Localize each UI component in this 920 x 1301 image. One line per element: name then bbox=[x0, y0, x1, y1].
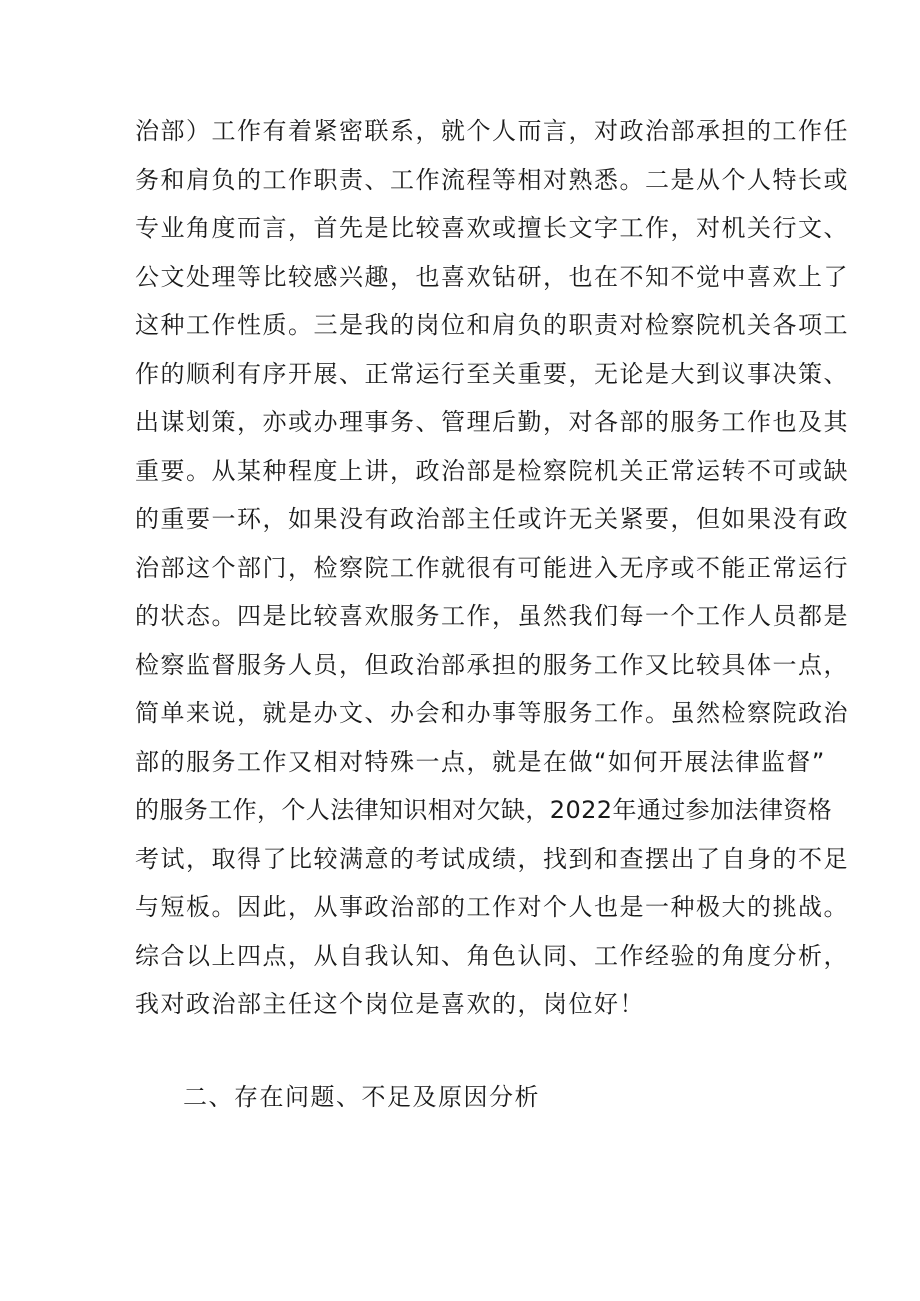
text-line: 重要。从某种程度上讲，政治部是检察院机关正常运转不可或缺 bbox=[135, 456, 849, 485]
text-line: 简单来说，就是办文、办会和办事等服务工作。虽然检察院政治 bbox=[135, 699, 849, 727]
text-line: 检察监督服务人员，但政治部承担的服务工作又比较具体一点， bbox=[135, 650, 849, 679]
text-line: 治部这个部门，检察院工作就很有可能进入无序或不能正常运行 bbox=[135, 553, 849, 582]
section-heading: 二、存在问题、不足及原因分析 bbox=[183, 1083, 540, 1111]
text-line: 的状态。四是比较喜欢服务工作，虽然我们每一个工作人员都是 bbox=[135, 602, 849, 630]
text-line: 的重要一环，如果没有政治部主任或许无关紧要，但如果没有政 bbox=[135, 505, 849, 533]
text-line: 考试，取得了比较满意的考试成绩，找到和查摆出了自身的不足 bbox=[135, 844, 849, 873]
text-line: 我对政治部主任这个岗位是喜欢的，岗位好！ bbox=[135, 990, 645, 1018]
text-line: 出谋划策，亦或办理事务、管理后勤，对各部的服务工作也及其 bbox=[135, 408, 849, 436]
body-paragraph bbox=[135, 107, 849, 1029]
text-line: 与短板。因此，从事政治部的工作对个人也是一种极大的挑战。 bbox=[135, 893, 849, 921]
text-line: 的服务工作，个人法律知识相对欠缺，2022年通过参加法律资格 bbox=[135, 796, 833, 824]
text-line: 治部）工作有着紧密联系，就个人而言，对政治部承担的工作任 bbox=[135, 117, 849, 145]
text-line: 务和肩负的工作职责、工作流程等相对熟悉。二是从个人特长或 bbox=[135, 165, 849, 194]
text-line: 作的顺利有序开展、正常运行至关重要，无论是大到议事决策、 bbox=[135, 359, 849, 388]
text-line: 这种工作性质。三是我的岗位和肩负的职责对检察院机关各项工 bbox=[135, 311, 849, 339]
text-line: 综合以上四点，从自我认知、角色认同、工作经验的角度分析， bbox=[135, 941, 849, 970]
text-line: 部的服务工作又相对特殊一点，就是在做“如何开展法律监督” bbox=[135, 747, 826, 776]
text-line: 专业角度而言，首先是比较喜欢或擅长文字工作，对机关行文、 bbox=[135, 214, 849, 242]
text-line: 公文处理等比较感兴趣，也喜欢钻研，也在不知不觉中喜欢上了 bbox=[135, 262, 849, 291]
